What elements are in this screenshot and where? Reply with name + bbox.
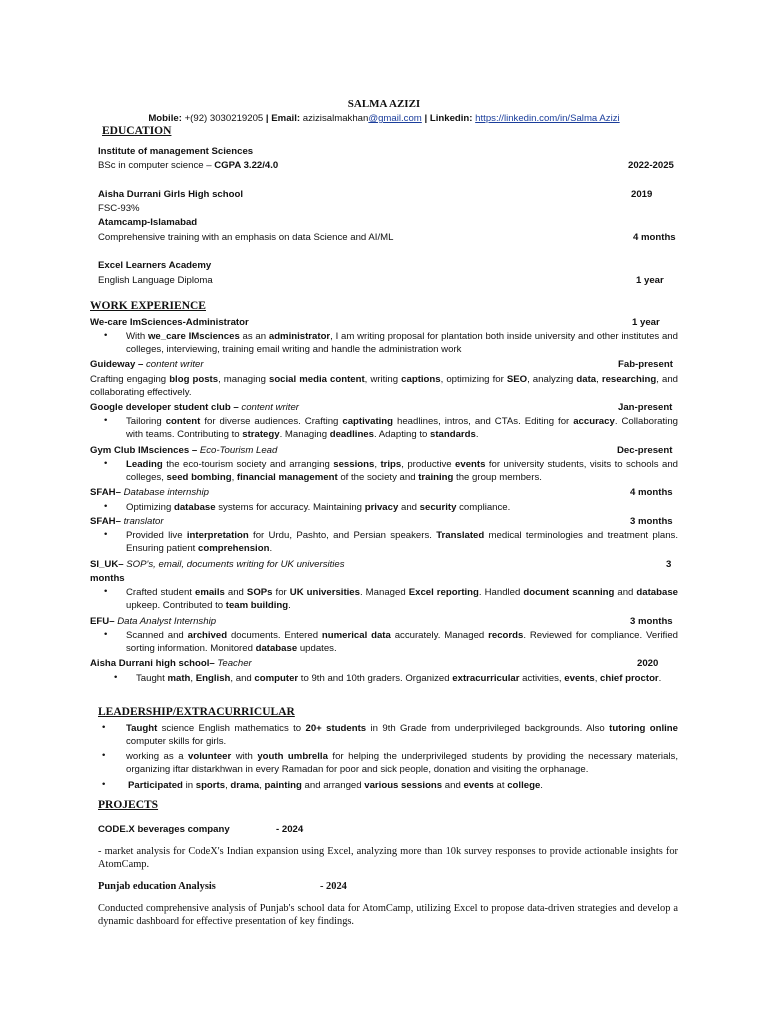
mobile-number: +(92) 3030219205 <box>184 113 264 124</box>
leadership-item: Taught science English mathematics to 20+ students in 9th Grade from underprivileged backgrounds. Also tutoring online computer skills for girls. <box>126 723 678 747</box>
work-heading: WORK EXPERIENCE <box>90 300 206 312</box>
job-date: 3 <box>666 559 672 570</box>
linkedin-link[interactable]: https://linkedin.com/in/Salma Azizi <box>475 113 620 124</box>
bullet: • <box>104 415 108 426</box>
job-date: 3 months <box>630 616 673 627</box>
edu-date: 2019 <box>631 189 653 200</box>
job-date: Fab-present <box>618 359 673 370</box>
job-title: Gym Club IMsciences – Eco-Tourism Lead <box>90 445 278 456</box>
job-description: Taught math, English, and computer to 9th and 10th graders. Organized extracurricular activities, events, chief proctor. <box>136 673 662 684</box>
bullet: • <box>104 629 108 640</box>
edu-detail: English Language Diploma <box>98 275 213 286</box>
leadership-item: Participated in sports, drama, painting and arranged various sessions and events at college. <box>128 780 543 791</box>
project-date: - 2024 <box>320 881 347 892</box>
edu-date: 1 year <box>636 275 664 286</box>
project-title: CODE.X beverages company <box>98 824 230 835</box>
bullet: • <box>102 750 106 761</box>
edu-school: Institute of management Sciences <box>98 146 254 157</box>
job-description: Optimizing database systems for accuracy. Maintaining privacy and security compliance. <box>126 502 511 513</box>
bullet: • <box>104 586 108 597</box>
project-description: Conducted comprehensive analysis of Punjab's school data for AtomCamp, utilizing Excel to propose data-driven strategies and develop a dynamic dashboard for effective presentation of key findings. <box>98 903 678 927</box>
project-description: - market analysis for CodeX's Indian expansion using Excel, analyzing more than 10k survey responses to provide actionable insights for AtomCamp. <box>98 846 678 870</box>
mobile-label: Mobile: <box>148 113 182 124</box>
leadership-item: working as a volunteer with youth umbrella for helping the underprivileged students by providing the necessary materials, organizing iftar distarkhwan in every Ramadan for poor and sick people, donation and visiting the orphanage. <box>126 751 678 775</box>
job-description: Provided live interpretation for Urdu, Pashto, and Persian speakers. Translated medical terminologies and treatment plans. Ensuring patient comprehension. <box>126 530 679 554</box>
bullet: • <box>104 458 108 469</box>
candidate-name: SALMA AZIZI <box>347 98 421 110</box>
job-date: 1 year <box>632 317 660 328</box>
job-description: Leading the eco-tourism society and arranging sessions, trips, productive events for university students, visits to schools and colleges, seed bombing, financial management of the society and training the group members. <box>126 459 679 483</box>
job-date: Jan-present <box>618 402 673 413</box>
bullet: • <box>102 779 106 790</box>
job-description: With we_care IMsciences as an administrator, I am writing proposal for plantation both inside university and other institutes and colleges, interviewing, training email writing and handle the administration work <box>126 331 678 355</box>
edu-detail: BSc in computer science – CGPA 3.22/4.0 <box>98 160 279 171</box>
job-date: 4 months <box>630 487 673 498</box>
job-description: Tailoring content for diverse audiences. Crafting captivating headlines, intros, and CTAs. Editing for accuracy. Collaborating with teams. Contributing to strategy. Managing deadlines. Adapting to standards. <box>126 416 678 440</box>
job-date-cont: months <box>90 573 125 584</box>
edu-detail: Comprehensive training with an emphasis on data Science and AI/ML <box>98 232 394 243</box>
education-heading: EDUCATION <box>102 125 172 137</box>
edu-school: Aisha Durrani Girls High school <box>98 189 243 200</box>
email-label: Email: <box>271 113 301 124</box>
bullet: • <box>102 722 106 733</box>
contact-line: Mobile: +(92) 3030219205 | Email: azizisalmakhan@gmail.com | Linkedin: https://linkedin.com/in/Salma Azizi <box>148 113 620 124</box>
job-description: Scanned and archived documents. Entered numerical data accurately. Managed records. Reviewed for compliance. Verified sorting information. Monitored database updates. <box>126 630 678 654</box>
job-date: 3 months <box>630 516 673 527</box>
job-description: Crafted student emails and SOPs for UK universities. Managed Excel reporting. Handled document scanning and database upkeep. Contributed to team building. <box>126 587 678 611</box>
leadership-heading: LEADERSHIP/EXTRACURRICULAR <box>98 706 295 718</box>
edu-date: 4 months <box>633 232 676 243</box>
bullet: • <box>104 529 108 540</box>
edu-school: Excel Learners Academy <box>98 260 212 271</box>
job-description: Crafting engaging blog posts, managing social media content, writing captions, optimizing for SEO, analyzing data, researching, and collaborating effectively. <box>90 374 678 398</box>
bullet: • <box>104 330 108 341</box>
job-title: SI_UK– SOP's, email, documents writing for UK universities <box>90 559 345 570</box>
edu-date: 2022-2025 <box>628 160 674 171</box>
email-link[interactable]: azizisalmakhan@gmail.com <box>302 113 422 124</box>
job-title: Guideway – content writer <box>90 359 204 370</box>
project-title: Punjab education Analysis <box>98 881 216 892</box>
linkedin-label: Linkedin: <box>429 113 473 124</box>
job-title: SFAH– Database internship <box>90 487 209 498</box>
job-title: Google developer student club – content writer <box>90 402 299 413</box>
job-date: Dec-present <box>617 445 673 456</box>
job-title: EFU– Data Analyst Internship <box>90 616 217 627</box>
job-date: 2020 <box>637 658 659 669</box>
edu-detail: FSC-93% <box>98 203 140 214</box>
edu-school: Atamcamp-Islamabad <box>98 217 198 228</box>
projects-heading: PROJECTS <box>98 799 159 811</box>
bullet: • <box>104 501 108 512</box>
job-title: Aisha Durrani high school– Teacher <box>90 658 252 669</box>
project-date: - 2024 <box>276 824 304 835</box>
bullet: • <box>114 672 118 683</box>
job-title: We-care ImSciences-Administrator <box>90 317 249 328</box>
job-title: SFAH– translator <box>90 516 164 527</box>
